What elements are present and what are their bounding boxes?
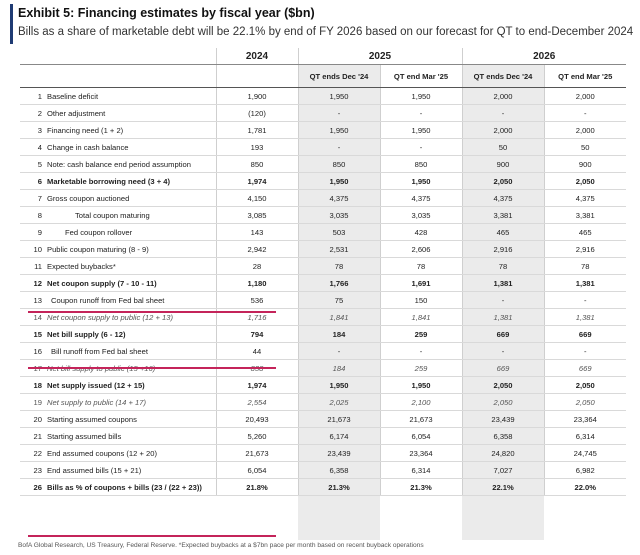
row-number: 7 xyxy=(37,193,42,203)
row-label-cell xyxy=(20,139,216,156)
row-number: 20 xyxy=(33,414,42,424)
row-value-cell: 3,035 xyxy=(298,207,380,224)
row-value-cell: 1,950 xyxy=(380,122,462,139)
header-2026-qt-mar: QT end Mar '25 xyxy=(544,65,626,88)
row-label: Other adjustment xyxy=(47,108,106,118)
header-year-2025: 2025 xyxy=(298,48,462,65)
exhibit-title: Exhibit 5: Financing estimates by fiscal year ($bn) xyxy=(18,6,315,20)
row-value-cell: - xyxy=(380,139,462,156)
row-value-cell: 536 xyxy=(216,292,298,309)
row-value-cell: 2,050 xyxy=(544,394,626,411)
row-label-cell xyxy=(20,105,216,122)
row-label: Starting assumed bills xyxy=(47,431,122,441)
row-value-cell: 5,260 xyxy=(216,428,298,445)
row-value-cell: 2,050 xyxy=(462,377,544,394)
table-row xyxy=(20,224,626,241)
header-2025-qt-mar: QT end Mar '25 xyxy=(380,65,462,88)
row-value-cell: 2,942 xyxy=(216,241,298,258)
row-value-cell: 78 xyxy=(298,258,380,275)
row-label: Net coupon supply to public (12 + 13) xyxy=(47,312,174,322)
row-value-cell: 669 xyxy=(544,360,626,377)
row-value-cell: 1,381 xyxy=(462,309,544,326)
row-label-cell xyxy=(20,275,216,292)
row-value-cell: 4,375 xyxy=(298,190,380,207)
row-number: 12 xyxy=(33,278,42,288)
row-value-cell: 1,950 xyxy=(380,88,462,105)
row-value-cell: 794 xyxy=(216,326,298,343)
row-label-cell xyxy=(20,156,216,173)
row-value-cell: 23,439 xyxy=(462,411,544,428)
table-row xyxy=(20,445,626,462)
row-value-cell: 50 xyxy=(544,139,626,156)
row-value-cell: 4,375 xyxy=(380,190,462,207)
row-value-cell: 3,035 xyxy=(380,207,462,224)
row-number: 21 xyxy=(33,431,42,441)
row-number: 6 xyxy=(37,176,42,186)
row-label: Expected buybacks* xyxy=(47,261,116,271)
row-value-cell: 21.3% xyxy=(298,479,380,496)
row-value-cell: 4,375 xyxy=(544,190,626,207)
row-value-cell: 24,820 xyxy=(462,445,544,462)
row-value-cell: 669 xyxy=(462,326,544,343)
row-value-cell: 2,531 xyxy=(298,241,380,258)
row-value-cell: 78 xyxy=(544,258,626,275)
row-label: Total coupon maturing xyxy=(75,210,150,220)
row-value-cell: 669 xyxy=(462,360,544,377)
row-number: 8 xyxy=(37,210,42,220)
row-value-cell: 2,606 xyxy=(380,241,462,258)
row-value-cell: 2,916 xyxy=(462,241,544,258)
table-row xyxy=(20,258,626,275)
row-value-cell: 6,054 xyxy=(380,428,462,445)
row-value-cell: 50 xyxy=(462,139,544,156)
row-value-cell: 1,950 xyxy=(298,173,380,190)
row-value-cell: 1,841 xyxy=(380,309,462,326)
row-number: 18 xyxy=(33,380,42,390)
row-number: 26 xyxy=(33,482,42,492)
table-row xyxy=(20,88,626,105)
row-number: 5 xyxy=(37,159,42,169)
row-value-cell: 23,364 xyxy=(544,411,626,428)
row-value-cell: 2,025 xyxy=(298,394,380,411)
row-value-cell: 2,000 xyxy=(544,88,626,105)
row-value-cell: 23,439 xyxy=(298,445,380,462)
row-value-cell: 21,673 xyxy=(380,411,462,428)
row-value-cell: 4,150 xyxy=(216,190,298,207)
header-blank xyxy=(20,48,216,65)
row-value-cell: - xyxy=(462,292,544,309)
row-value-cell: 21,673 xyxy=(216,445,298,462)
table-row xyxy=(20,462,626,479)
row-label: Net supply to public (14 + 17) xyxy=(47,397,146,407)
row-value-cell: - xyxy=(298,139,380,156)
row-value-cell: 22.0% xyxy=(544,479,626,496)
row-label: Net bill supply (6 - 12) xyxy=(47,329,126,339)
row-number: 15 xyxy=(33,329,42,339)
table-row xyxy=(20,173,626,190)
row-value-cell: 2,050 xyxy=(544,377,626,394)
row-value-cell: - xyxy=(544,343,626,360)
header-2025-qt-dec: QT ends Dec '24 xyxy=(298,65,380,88)
row-value-cell: 1,766 xyxy=(298,275,380,292)
row-value-cell: 23,364 xyxy=(380,445,462,462)
row-value-cell: 6,174 xyxy=(298,428,380,445)
row-value-cell: 2,050 xyxy=(462,173,544,190)
row-value-cell: 3,085 xyxy=(216,207,298,224)
row-label-cell xyxy=(20,326,216,343)
highlight-underline-row-15 xyxy=(28,367,276,369)
source-footnote: BofA Global Research, US Treasury, Federal Reserve. *Expected buybacks at a $7bn pace per month based on recent buyback operations xyxy=(18,542,424,549)
table-row xyxy=(20,377,626,394)
row-value-cell: 2,000 xyxy=(462,88,544,105)
row-value-cell: 1,950 xyxy=(298,88,380,105)
header-row-scenarios xyxy=(20,65,626,88)
row-label: Net coupon supply (7 - 10 - 11) xyxy=(47,278,157,288)
row-value-cell: 150 xyxy=(380,292,462,309)
row-value-cell: 2,000 xyxy=(462,122,544,139)
row-value-cell: 6,358 xyxy=(298,462,380,479)
row-value-cell: 1,781 xyxy=(216,122,298,139)
row-value-cell: 21,673 xyxy=(298,411,380,428)
row-value-cell: 1,691 xyxy=(380,275,462,292)
row-value-cell: 22.1% xyxy=(462,479,544,496)
row-value-cell: 184 xyxy=(298,326,380,343)
row-value-cell: 44 xyxy=(216,343,298,360)
row-value-cell: - xyxy=(544,105,626,122)
row-label-cell xyxy=(20,292,216,309)
row-number: 16 xyxy=(33,346,42,356)
table-row xyxy=(20,241,626,258)
row-number: 11 xyxy=(34,261,42,271)
row-label: Gross coupon auctioned xyxy=(47,193,130,203)
row-label: Public coupon maturing (8 - 9) xyxy=(47,244,149,254)
row-label-cell xyxy=(20,445,216,462)
row-number: 19 xyxy=(33,397,42,407)
row-value-cell: 7,027 xyxy=(462,462,544,479)
row-value-cell: 1,180 xyxy=(216,275,298,292)
row-value-cell: 4,375 xyxy=(462,190,544,207)
row-label-cell xyxy=(20,88,216,105)
row-label: Bills as % of coupons + bills (23 / (22 + 23)) xyxy=(47,482,202,492)
table-row xyxy=(20,207,626,224)
header-year-2026: 2026 xyxy=(462,48,626,65)
exhibit-subtitle: Bills as a share of marketable debt will be 22.1% by end of FY 2026 based on our forecast for QT to end-December 2024 xyxy=(18,26,634,38)
row-label-cell xyxy=(20,190,216,207)
row-value-cell: 428 xyxy=(380,224,462,241)
row-value-cell: 503 xyxy=(298,224,380,241)
row-value-cell: 6,982 xyxy=(544,462,626,479)
row-value-cell: 669 xyxy=(544,326,626,343)
row-value-cell: 850 xyxy=(380,156,462,173)
table-row xyxy=(20,292,626,309)
row-label-cell xyxy=(20,343,216,360)
row-number: 14 xyxy=(33,312,42,322)
row-value-cell: 1,381 xyxy=(462,275,544,292)
row-value-cell: - xyxy=(298,105,380,122)
row-number: 13 xyxy=(33,295,42,305)
row-label: Baseline deficit xyxy=(47,91,99,101)
highlight-underline-row-26 xyxy=(28,535,276,537)
row-value-cell: 6,314 xyxy=(380,462,462,479)
table-row xyxy=(20,190,626,207)
row-value-cell: 2,100 xyxy=(380,394,462,411)
row-value-cell: 3,381 xyxy=(544,207,626,224)
row-value-cell: 1,841 xyxy=(298,309,380,326)
row-label: End assumed coupons (12 + 20) xyxy=(47,448,157,458)
row-number: 22 xyxy=(33,448,42,458)
row-number: 9 xyxy=(37,227,42,237)
row-value-cell: 24,745 xyxy=(544,445,626,462)
row-value-cell: 193 xyxy=(216,139,298,156)
row-value-cell: 1,950 xyxy=(380,173,462,190)
row-value-cell: (120) xyxy=(216,105,298,122)
row-value-cell: 850 xyxy=(298,156,380,173)
row-label: Net supply issued (12 + 15) xyxy=(47,380,145,390)
row-value-cell: 850 xyxy=(216,156,298,173)
row-value-cell: 1,950 xyxy=(380,377,462,394)
row-value-cell: 1,974 xyxy=(216,173,298,190)
table-row xyxy=(20,105,626,122)
row-label: Fed coupon rollover xyxy=(65,227,133,237)
row-value-cell: 3,381 xyxy=(462,207,544,224)
row-value-cell: 6,314 xyxy=(544,428,626,445)
row-number: 23 xyxy=(33,465,42,475)
row-label-cell xyxy=(20,122,216,139)
row-number: 4 xyxy=(37,142,42,152)
row-value-cell: 1,716 xyxy=(216,309,298,326)
table-row xyxy=(20,479,626,496)
title-accent-bar xyxy=(10,4,13,44)
header-row-years xyxy=(20,48,626,65)
financing-table xyxy=(20,48,626,496)
table-row xyxy=(20,326,626,343)
header-year-2024: 2024 xyxy=(216,48,298,65)
row-label-cell xyxy=(20,428,216,445)
row-value-cell: - xyxy=(380,343,462,360)
row-value-cell: 21.3% xyxy=(380,479,462,496)
row-label-cell xyxy=(20,394,216,411)
row-label: Bill runoff from Fed bal sheet xyxy=(51,346,148,356)
row-value-cell: - xyxy=(298,343,380,360)
table-row xyxy=(20,139,626,156)
table-row xyxy=(20,428,626,445)
table-row xyxy=(20,411,626,428)
row-value-cell: 259 xyxy=(380,360,462,377)
row-label-cell xyxy=(20,173,216,190)
header-2026-qt-dec: QT ends Dec '24 xyxy=(462,65,544,88)
row-number: 1 xyxy=(37,91,42,101)
row-value-cell: 2,050 xyxy=(462,394,544,411)
row-label-cell xyxy=(20,241,216,258)
row-label: End assumed bills (15 + 21) xyxy=(47,465,142,475)
table-row xyxy=(20,343,626,360)
table-row xyxy=(20,394,626,411)
row-value-cell: - xyxy=(380,105,462,122)
row-number: 2 xyxy=(37,108,42,118)
highlight-underline-row-12 xyxy=(28,311,276,313)
row-value-cell: - xyxy=(462,343,544,360)
row-value-cell: 1,950 xyxy=(298,377,380,394)
row-number: 10 xyxy=(33,244,42,254)
row-value-cell: 6,054 xyxy=(216,462,298,479)
table-row xyxy=(20,122,626,139)
row-value-cell: 143 xyxy=(216,224,298,241)
row-value-cell: 78 xyxy=(462,258,544,275)
row-value-cell: 2,050 xyxy=(544,173,626,190)
row-value-cell: 465 xyxy=(462,224,544,241)
row-value-cell: 75 xyxy=(298,292,380,309)
row-label-cell xyxy=(20,207,216,224)
row-label: Financing need (1 + 2) xyxy=(47,125,124,135)
table-row xyxy=(20,275,626,292)
row-label: Note: cash balance end period assumption xyxy=(47,159,191,169)
row-value-cell: - xyxy=(462,105,544,122)
row-value-cell: 6,358 xyxy=(462,428,544,445)
row-value-cell: 259 xyxy=(380,326,462,343)
row-value-cell: 21.8% xyxy=(216,479,298,496)
row-label-cell xyxy=(20,411,216,428)
row-label-cell xyxy=(20,224,216,241)
row-label-cell xyxy=(20,258,216,275)
row-value-cell: - xyxy=(544,292,626,309)
row-value-cell: 1,900 xyxy=(216,88,298,105)
row-label: Change in cash balance xyxy=(47,142,129,152)
row-value-cell: 465 xyxy=(544,224,626,241)
row-value-cell: 1,381 xyxy=(544,275,626,292)
row-label-cell xyxy=(20,377,216,394)
row-label: Marketable borrowing need (3 + 4) xyxy=(47,176,171,186)
row-value-cell: 2,000 xyxy=(544,122,626,139)
row-value-cell: 1,381 xyxy=(544,309,626,326)
row-number: 3 xyxy=(37,125,42,135)
row-value-cell: 900 xyxy=(462,156,544,173)
table-row xyxy=(20,156,626,173)
row-value-cell: 1,974 xyxy=(216,377,298,394)
row-value-cell: 900 xyxy=(544,156,626,173)
row-value-cell: 78 xyxy=(380,258,462,275)
row-label-cell xyxy=(20,479,216,496)
row-label-cell xyxy=(20,462,216,479)
row-value-cell: 2,916 xyxy=(544,241,626,258)
row-value-cell: 184 xyxy=(298,360,380,377)
row-label: Coupon runoff from Fed bal sheet xyxy=(51,295,165,305)
row-value-cell: 1,950 xyxy=(298,122,380,139)
row-value-cell: 20,493 xyxy=(216,411,298,428)
row-value-cell: 2,554 xyxy=(216,394,298,411)
row-label: Starting assumed coupons xyxy=(47,414,137,424)
row-value-cell: 28 xyxy=(216,258,298,275)
